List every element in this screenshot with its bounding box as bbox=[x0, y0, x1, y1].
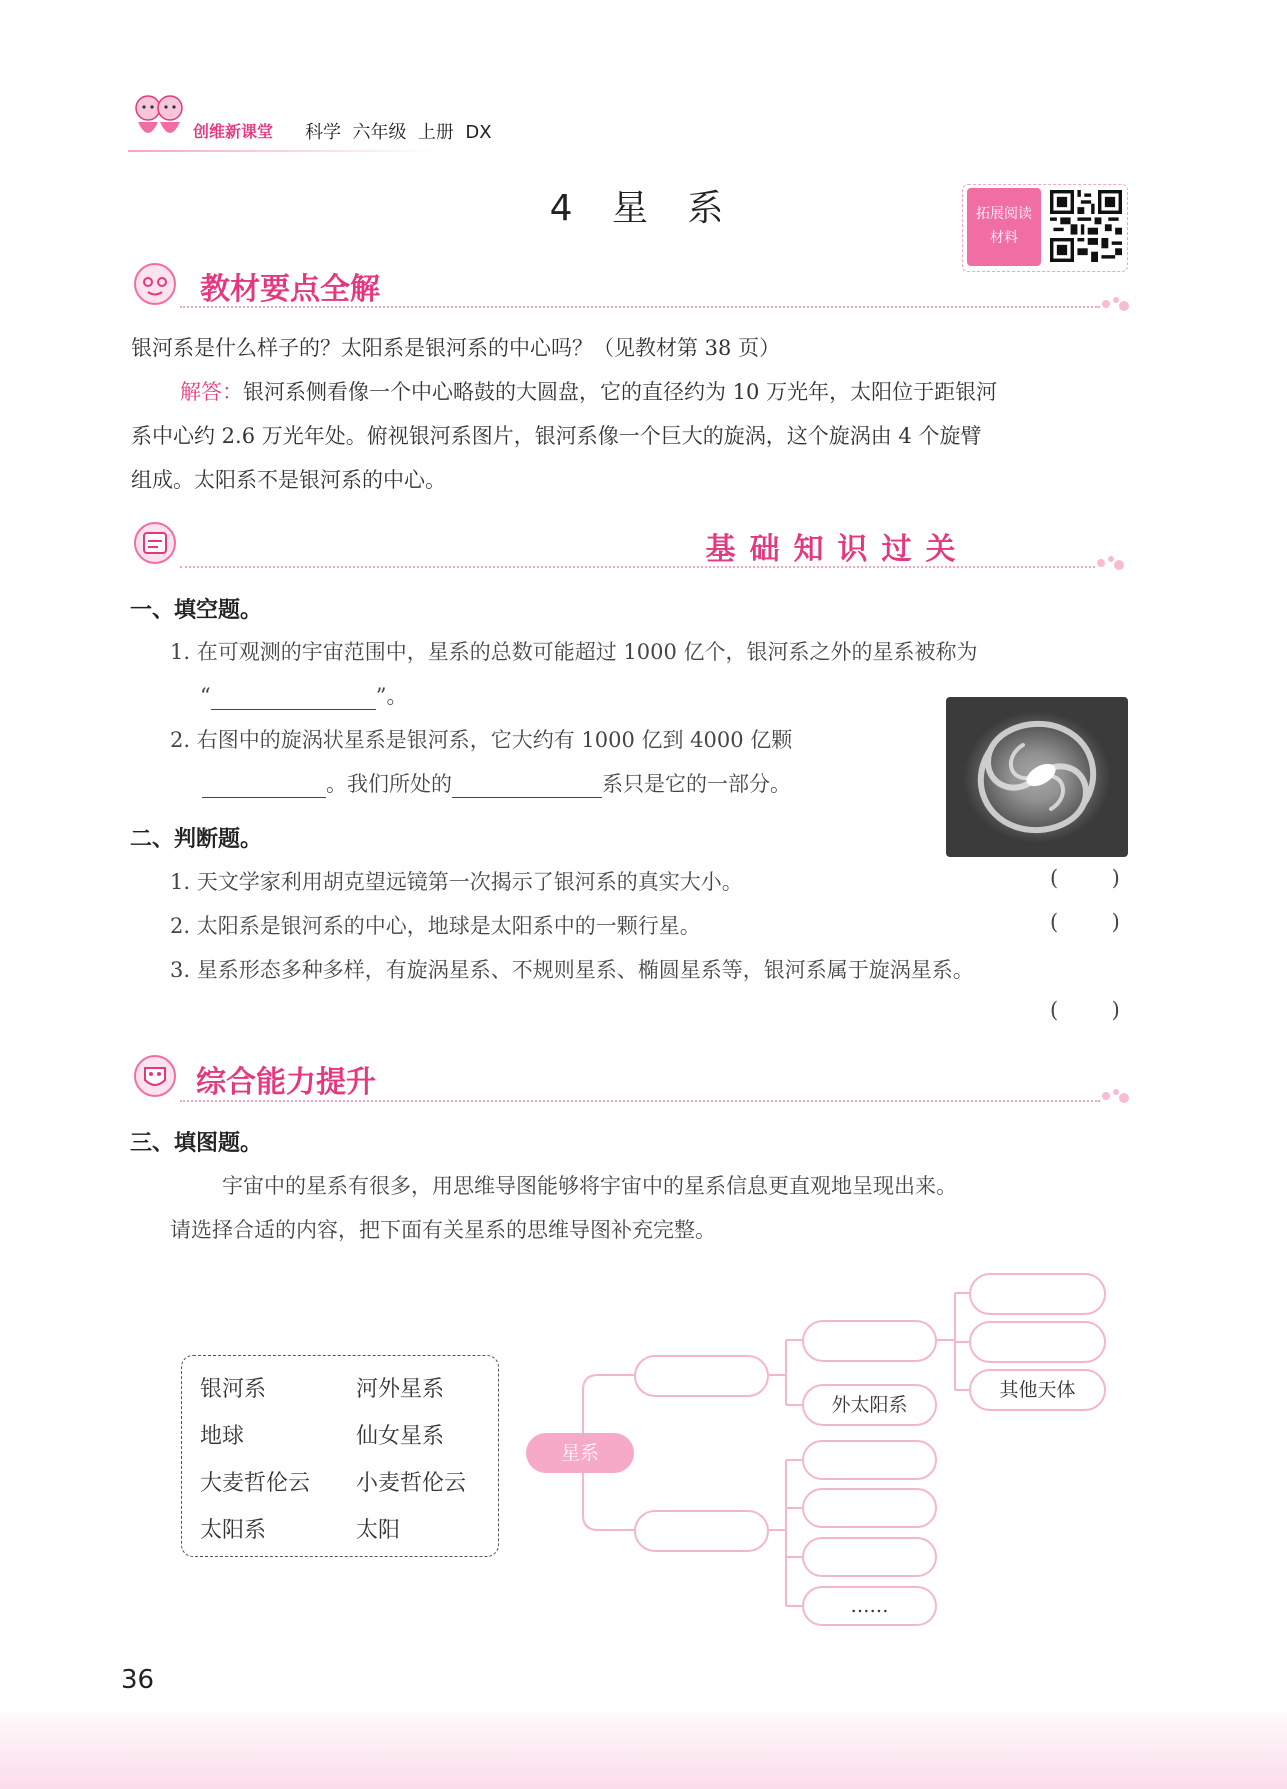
page-title: 4 星 系 bbox=[549, 188, 738, 229]
word-item[interactable]: 大麦哲伦云 bbox=[200, 1471, 311, 1496]
fill-heading: 一、填空题。 bbox=[130, 598, 263, 623]
brand-name: 创维新课堂 bbox=[193, 122, 274, 141]
judge-heading: 二、判断题。 bbox=[130, 827, 263, 852]
s1-answer-line2: 系中心约 2.6 万光年处。俯视银河系图片，银河系像一个巨大的旋涡，这个旋涡由 4 个旋臂 bbox=[131, 424, 982, 448]
judge-q3: 3. 星系形态多种多样，有旋涡星系、不规则星系、椭圆星系等，银河系属于旋涡星系。 bbox=[170, 958, 974, 982]
section-title-basics: 基础知识过关 bbox=[705, 532, 970, 567]
mindmap-node-ellipsis: …… bbox=[802, 1586, 937, 1626]
mindmap-node-empty[interactable] bbox=[634, 1510, 769, 1552]
mindmap-node-empty[interactable] bbox=[969, 1273, 1106, 1315]
section-title-key-points: 教材要点全解 bbox=[200, 272, 380, 307]
mindmap-node-other-bodies: 其他天体 bbox=[969, 1369, 1106, 1411]
fill-q2-line1: 2. 右图中的旋涡状星系是银河系，它大约有 1000 亿到 4000 亿颗 bbox=[170, 728, 793, 752]
word-item[interactable]: 银河系 bbox=[200, 1377, 267, 1402]
judge-q3-answer[interactable]: ( ) bbox=[1050, 998, 1120, 1022]
judge-q2-answer[interactable]: ( ) bbox=[1050, 910, 1120, 934]
book-subject: 科学 六年级 上册 DX bbox=[305, 122, 492, 143]
s1-answer-line3: 组成。太阳系不是银河系的中心。 bbox=[131, 468, 446, 492]
mindmap-root: 星系 bbox=[526, 1433, 634, 1473]
fill-q2-line2: 。我们所处的 系只是它的一部分。 bbox=[202, 768, 791, 798]
extension-label[interactable]: 拓展阅读 材料 bbox=[967, 188, 1041, 266]
section-title-advanced: 综合能力提升 bbox=[196, 1065, 376, 1100]
fill-q1-line1: 1. 在可观测的宇宙范围中，星系的总数可能超过 1000 亿个，银河系之外的星系被称为 bbox=[170, 640, 978, 664]
word-item[interactable]: 小麦哲伦云 bbox=[356, 1471, 467, 1496]
judge-q1-answer[interactable]: ( ) bbox=[1050, 866, 1120, 890]
diagram-intro-line2: 请选择合适的内容，把下面有关星系的思维导图补充完整。 bbox=[170, 1218, 716, 1242]
word-item[interactable]: 仙女星系 bbox=[356, 1424, 445, 1449]
word-item[interactable]: 太阳系 bbox=[200, 1518, 267, 1543]
answer-label: 解答： bbox=[180, 380, 243, 404]
mindmap-node-outer-solar: 外太阳系 bbox=[802, 1384, 937, 1426]
fill-q1-line2: “ ”。 bbox=[200, 684, 408, 708]
s1-question: 银河系是什么样子的？太阳系是银河系的中心吗？（见教材第 38 页） bbox=[131, 336, 781, 360]
s1-answer-line1: 解答：银河系侧看像一个中心略鼓的大圆盘，它的直径约为 10 万光年，太阳位于距银河 bbox=[180, 380, 998, 404]
diagram-intro-line1: 宇宙中的星系有很多，用思维导图能够将宇宙中的星系信息更直观地呈现出来。 bbox=[222, 1174, 957, 1198]
page-number: 36 bbox=[121, 1665, 155, 1695]
mindmap-node-empty[interactable] bbox=[802, 1320, 937, 1362]
mindmap-node-empty[interactable] bbox=[802, 1440, 937, 1480]
word-item[interactable]: 太阳 bbox=[356, 1518, 401, 1543]
mindmap-node-empty[interactable] bbox=[802, 1537, 937, 1577]
word-item[interactable]: 河外星系 bbox=[356, 1377, 445, 1402]
diagram-heading: 三、填图题。 bbox=[130, 1131, 263, 1156]
mindmap-node-empty[interactable] bbox=[969, 1321, 1106, 1363]
mindmap-node-empty[interactable] bbox=[802, 1488, 937, 1528]
judge-q1: 1. 天文学家利用胡克望远镜第一次揭示了银河系的真实大小。 bbox=[170, 870, 743, 894]
word-item[interactable]: 地球 bbox=[200, 1424, 245, 1449]
mindmap-node-empty[interactable] bbox=[634, 1355, 769, 1397]
judge-q2: 2. 太阳系是银河系的中心，地球是太阳系中的一颗行星。 bbox=[170, 914, 701, 938]
footer-band bbox=[0, 1712, 1287, 1789]
